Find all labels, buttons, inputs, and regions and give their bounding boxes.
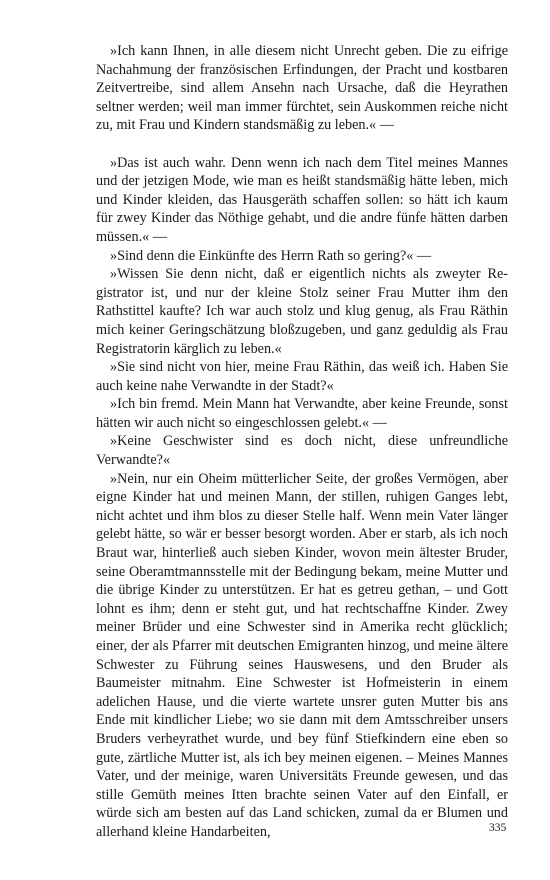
paragraph: »Ich kann Ihnen, in alle diesem nicht Unrecht geben. Die zu eifrige Nachahmung der französischen Erfindungen, der Pracht und kostbaren Zeitvertreibe, sind allem Ansehn nach Ursache, daß die Heyrathen seltner werden; weil man immer fürchtet, sein Auskommen reiche nicht zu, mit Frau und Kindern standsmäßig zu leben.« ‒‒ bbox=[96, 43, 508, 134]
paragraph: »Sie sind nicht von hier, meine Frau Räthin, das weiß ich. Haben Sie auch keine nahe Verwandte in der Stadt?« bbox=[96, 359, 508, 394]
paragraph: »Ich bin fremd. Mein Mann hat Verwandte, aber keine Freunde, sonst hätten wir auch nicht so eingeschlossen gelebt.« ‒‒ bbox=[96, 396, 508, 431]
paragraph: »Das ist auch wahr. Denn wenn ich nach dem Titel meines Mannes und der jetzigen Mode, wie man es heißt standsmäßig hätte leben, mich und Kinder kleiden, das Hausgeräth schaffen sollen: so hätt ich kaum für zwey Kinder das Nöthige gehabt, und die andre fünfe hätten darben müssen.« ‒‒ bbox=[96, 154, 508, 245]
page-number: 335 bbox=[489, 822, 507, 834]
paragraph: »Nein, nur ein Oheim mütterlicher Seite, der großes Vermögen, aber eigne Kinder hat und meinen Mann, der stillen, ruhigen Ganges lebt, nicht achtet und ihm blos zu dieser Stelle half. Wenn mein Vater länger gelebt hätte, so wär er besser besorgt worden. Aber er starb, als ich noch Braut war, hinterließ auch sieben Kinder, wovon mein ältester Bruder, seine Oberamtmannsstelle mit der Bedingung bekam, meine Mutter und die übrige Kinder zu unterstützen. Er hat es getreu gethan, – und Gott lohnt es ihm; denn er steht gut, und hat rechtschaffne Kinder. Zwey meiner Brüder und eine Schwester sind in Amerika recht glücklich; einer, der als Pfarrer mit deutschen Emigranten hinzog, und meine ältere Schwester zu Führung seines Hauswesens, und den Bruder als Baumeister mitnahm. Eine Schwester ist Hofmeisterin in einem adelichen Hause, und die vierte wartete unsrer guten Mutter bis ans Ende mit kindlicher Liebe; wo sie dann mit dem Amtsschreiber unsers Bruders verheyrathet wurde, und bey fünf Stiefkindern eine eben so gute, zärtliche Mutter ist, als ich bey meinen eigenen. – Meines Mannes Vater, und der meinige, waren Universitäts Freunde gewesen, und das stille Gemüth meines Itten brachte seinen Vater auf den Einfall, er würde sich am besten auf das Land schicken, zumal da er Blumen und allerhand kleine Handarbeiten, bbox=[96, 470, 508, 840]
page-body bbox=[96, 42, 508, 842]
paragraph: »Wissen Sie denn nicht, daß er eigentlich nichts als zweyter Registrator ist, und nur der kleine Stolz seiner Frau Mutter ihm den Rathstittel kaufte? Ich war auch stolz und klug genug, als Frau Räthin mich keiner Geringschätzung bloßzugeben, und ganz geduldig als Frau Registratorin kärglich zu leben.« bbox=[96, 266, 508, 357]
paragraph: »Sind denn die Einkünfte des Herrn Rath so gering?« ‒‒ bbox=[110, 247, 432, 264]
paragraph: »Keine Geschwister sind es doch nicht, diese unfreundliche Verwandte?« bbox=[96, 433, 508, 469]
